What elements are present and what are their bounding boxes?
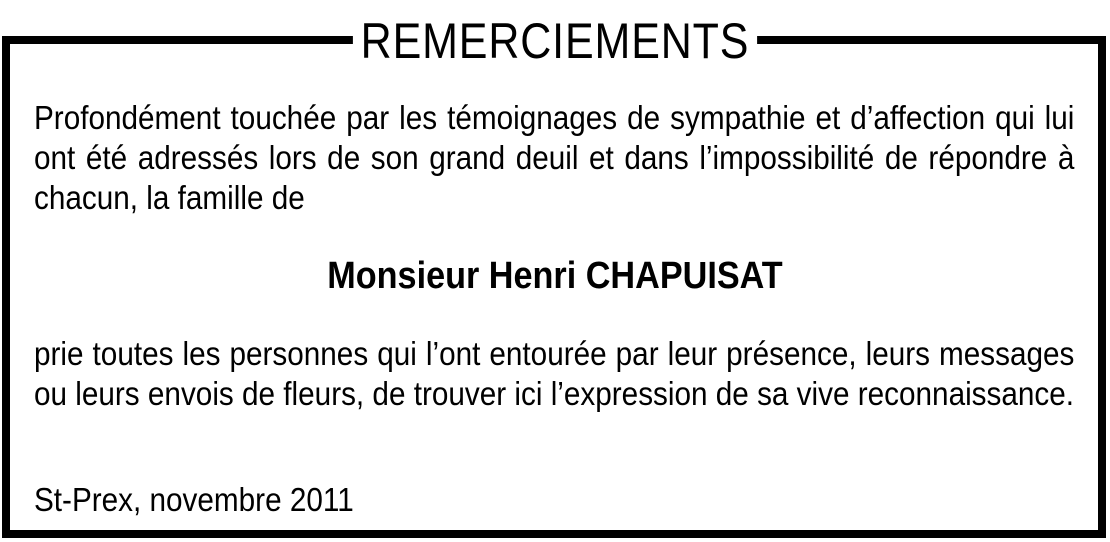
- place-date: St-Prex, novembre 2011: [34, 481, 354, 518]
- notice-title: REMERCIEMENTS: [353, 8, 757, 74]
- thanks-paragraph: prie toutes les personnes qui l’ont entourée par leur présence, leurs messages ou leurs envois de fleurs, de trouver ici l’expression de sa vive reconnaissance.: [34, 335, 1075, 412]
- intro-paragraph: Profondément touchée par les témoignages de sympathie et d’affection qui lui ont été adressés lors de son grand deuil et dans l’impossibilité de répondre à chacun, la famille de: [34, 99, 1075, 216]
- deceased-name: Monsieur Henri CHAPUISAT: [327, 255, 783, 297]
